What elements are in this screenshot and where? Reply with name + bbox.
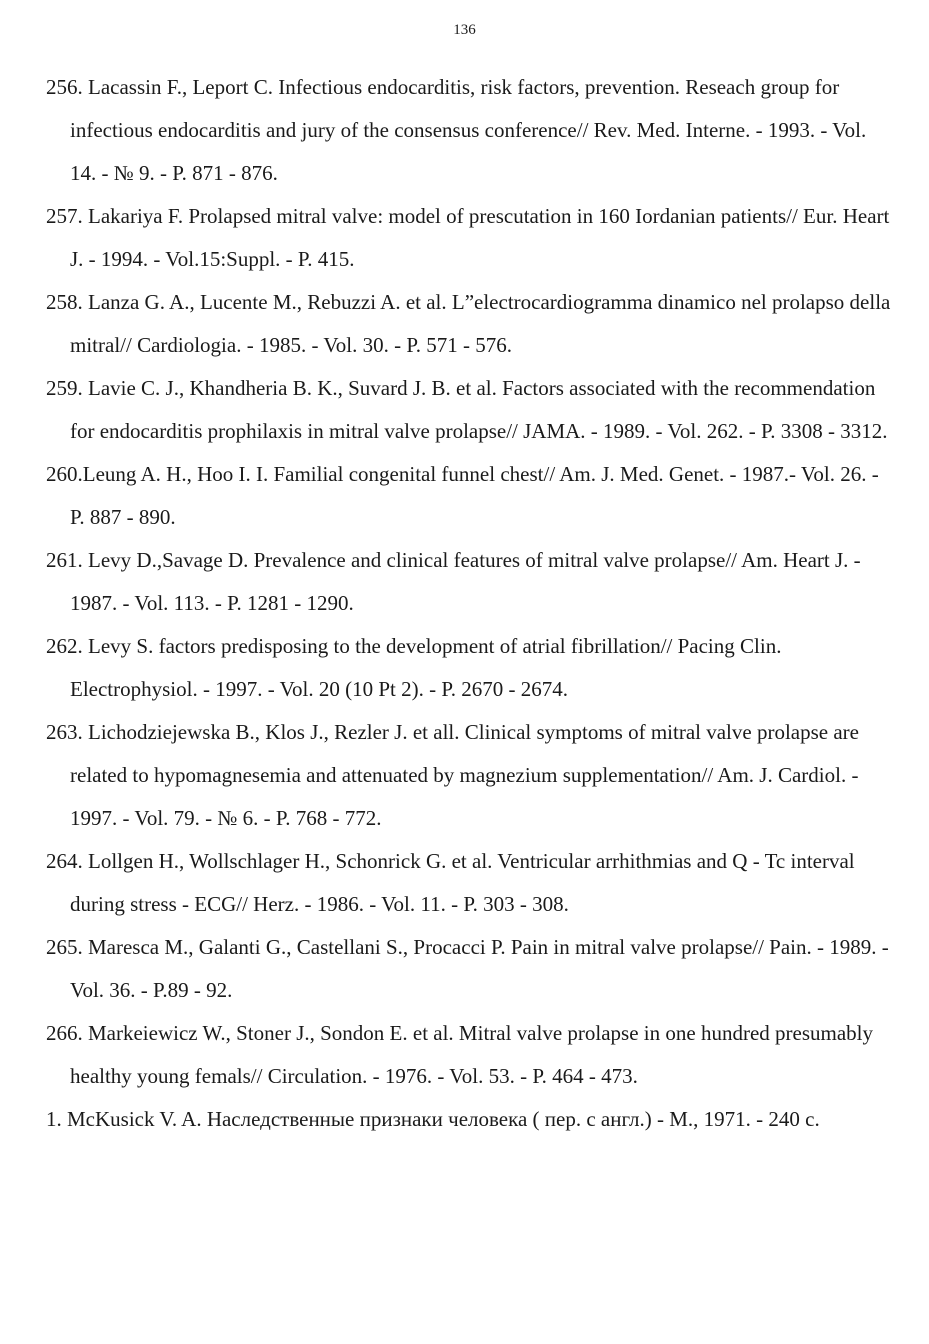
reference-item: 263. Lichodziejewska B., Klos J., Rezler J. et all. Clinical symptoms of mitral valve prolapse are related to hypomagnesemia and attenuated by magnezium supplementation// Am. J. Cardiol. - 1997. - Vol. 79. - № 6. - P. 768 - 772. xyxy=(46,720,859,830)
page-number: 136 xyxy=(453,22,476,38)
reference-item: 266. Markeiewicz W., Stoner J., Sondon E. et al. Mitral valve prolapse in one hundred presumably healthy young femals// Circulation. - 1976. - Vol. 53. - P. 464 - 473. xyxy=(46,1021,873,1088)
reference-item: 256. Lacassin F., Leport C. Infectious endocarditis, risk factors, prevention. Reseach group for infectious endocarditis and jury of the consensus conference// Rev. Med. Interne. - 1993. - Vol. 14. - № 9. - P. 871 - 876. xyxy=(46,75,867,185)
reference-item: 258. Lanza G. A., Lucente M., Rebuzzi A. et al. L”electrocardiogramma dinamico nel prolapso della mitral// Cardiologia. - 1985. - Vol. 30. - P. 571 - 576. xyxy=(46,290,891,357)
reference-item: 264. Lollgen H., Wollschlager H., Schonrick G. et al. Ventricular arrhithmias and Q - Tc interval during stress - ECG// Herz. - 1986. - Vol. 11. - P. 303 - 308. xyxy=(46,849,855,916)
reference-item: 262. Levy S. factors predisposing to the development of atrial fibrillation// Pacing Clin. Electrophysiol. - 1997. - Vol. 20 (10 Pt 2). - P. 2670 - 2674. xyxy=(46,634,782,701)
reference-item: 261. Levy D.,Savage D. Prevalence and clinical features of mitral valve prolapse// Am. Heart J. - 1987. - Vol. 113. - P. 1281 - 1290. xyxy=(46,548,861,615)
reference-item: 265. Maresca M., Galanti G., Castellani S., Procacci P. Pain in mitral valve prolapse// Pain. - 1989. - Vol. 36. - P.89 - 92. xyxy=(46,935,889,1002)
reference-item: 259. Lavie C. J., Khandheria B. K., Suvard J. B. et al. Factors associated with the recommendation for endocarditis prophilaxis in mitral valve prolapse// JAMA. - 1989. - Vol. 262. - P. 3308 - 3312. xyxy=(46,376,888,443)
reference-list xyxy=(46,66,891,1141)
reference-item: 257. Lakariya F. Prolapsed mitral valve: model of prescutation in 160 Iordanian patients// Eur. Heart J. - 1994. - Vol.15:Suppl. - P. 415. xyxy=(46,204,890,271)
reference-item: 260.Leung A. H., Hoo I. I. Familial congenital funnel chest// Am. J. Med. Genet. - 1987.- Vol. 26. - P. 887 - 890. xyxy=(46,462,879,529)
reference-item: 1. McKusick V. A. Наследственные признаки человека ( пер. с англ.) - М., 1971. - 240 с. xyxy=(46,1107,820,1131)
